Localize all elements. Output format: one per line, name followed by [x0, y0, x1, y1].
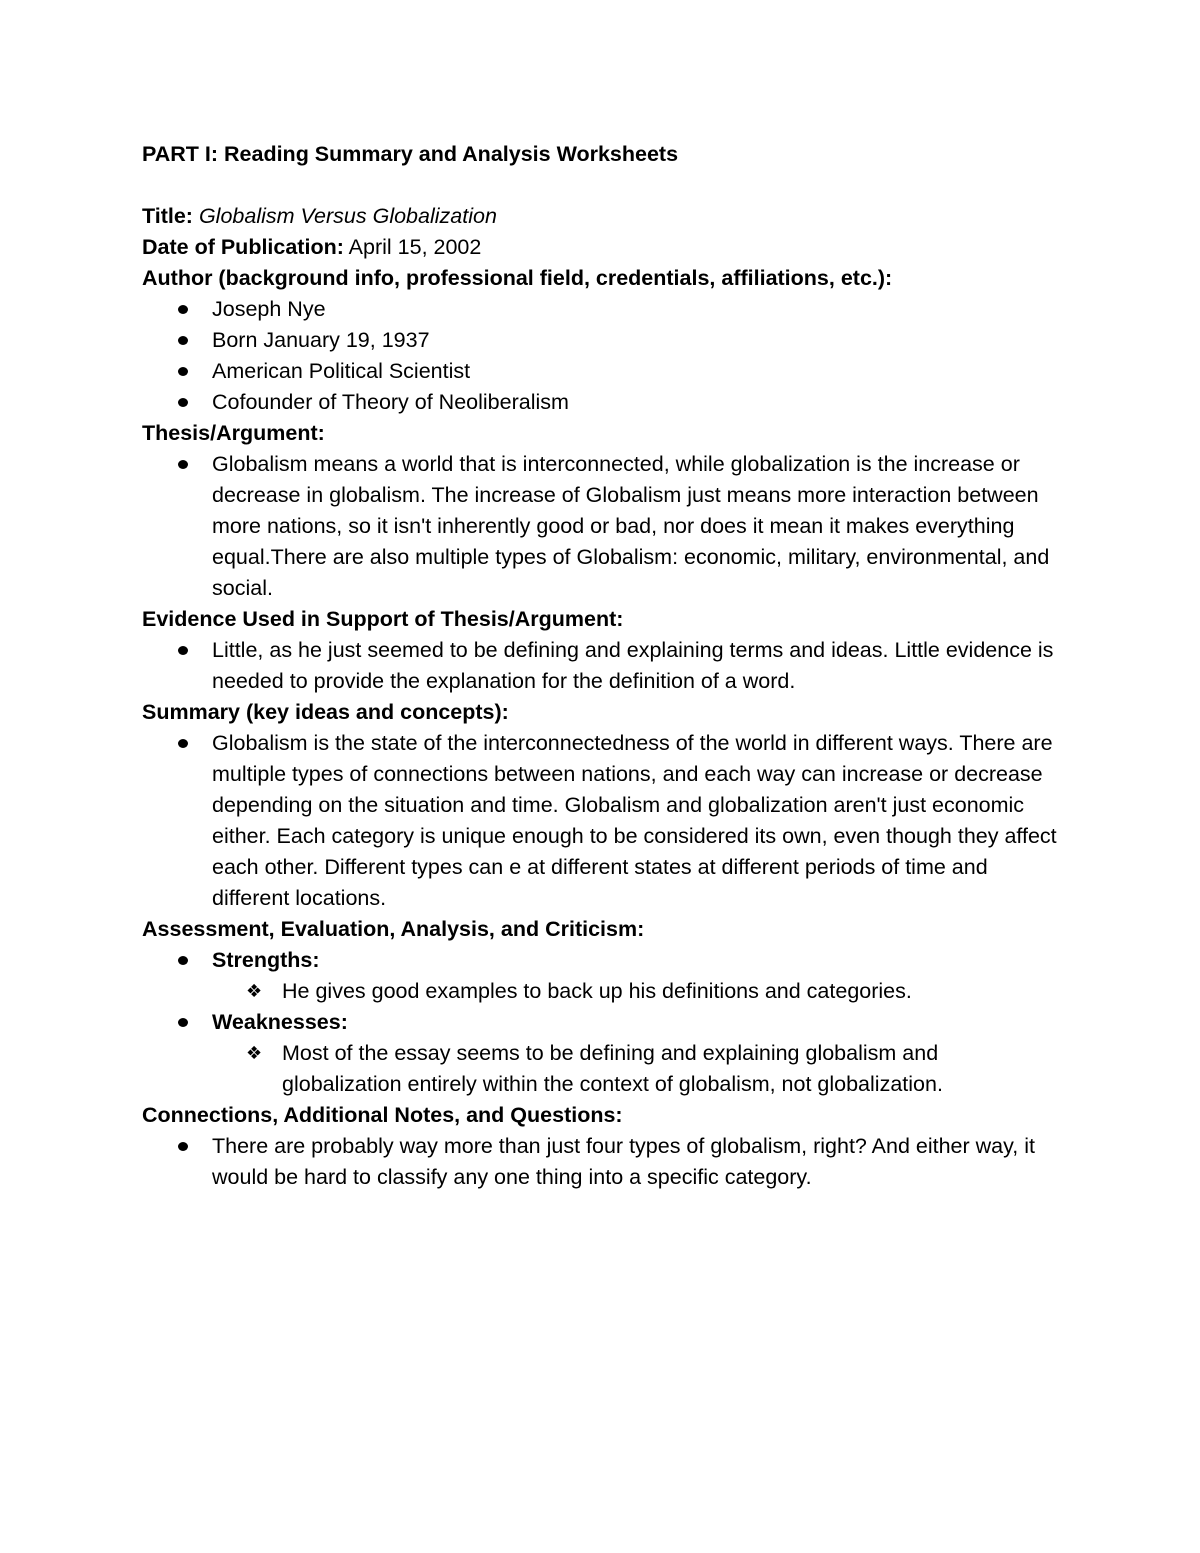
- list-item-text: Most of the essay seems to be defining and explaining globalism and globalization entirely within the context of globalism, not globalization.: [282, 1041, 943, 1096]
- connections-heading: Connections, Additional Notes, and Questions:: [142, 1103, 623, 1127]
- strengths-label: Strengths:: [212, 948, 320, 972]
- strengths-list: [212, 976, 1062, 1007]
- list-item: [212, 945, 1062, 1007]
- assessment-heading: Assessment, Evaluation, Analysis, and Criticism:: [142, 917, 645, 941]
- bullet-icon: [178, 956, 188, 965]
- thesis-heading: Thesis/Argument:: [142, 421, 325, 445]
- bullet-icon: [178, 1142, 188, 1151]
- list-item-text: Born January 19, 1937: [212, 328, 430, 352]
- diamond-bullet-icon: ❖: [246, 1043, 263, 1063]
- list-item: [246, 976, 1062, 1007]
- bullet-icon: [178, 336, 188, 345]
- list-item-text: He gives good examples to back up his definitions and categories.: [282, 979, 912, 1003]
- list-item: [212, 325, 1062, 356]
- assessment-list: [142, 945, 1062, 1100]
- bullet-icon: [178, 460, 188, 469]
- weaknesses-label: Weaknesses:: [212, 1010, 348, 1034]
- list-item: [212, 387, 1062, 418]
- list-item-text: Globalism means a world that is interconnected, while globalization is the increase or decrease in globalism. The increase of Globalism just means more interaction between more nations, so it isn't inherently good or bad, nor does it mean it makes everything equal.There are also multiple types of Globalism: economic, military, environmental, and social.: [212, 452, 1050, 600]
- title-field: [142, 201, 1062, 232]
- list-item-text: American Political Scientist: [212, 359, 471, 383]
- list-item: [212, 449, 1062, 604]
- author-list: [142, 294, 1062, 418]
- date-label: Date of Publication:: [142, 235, 344, 259]
- list-item-text: There are probably way more than just four types of globalism, right? And either way, it would be hard to classify any one thing into a specific category.: [212, 1134, 1035, 1189]
- thesis-list: [142, 449, 1062, 604]
- connections-list: [142, 1131, 1062, 1193]
- summary-heading: Summary (key ideas and concepts):: [142, 700, 509, 724]
- title-value: Globalism Versus Globalization: [198, 204, 497, 228]
- bullet-icon: [178, 398, 188, 407]
- bullet-icon: [178, 1018, 188, 1027]
- list-item: [246, 1038, 1062, 1100]
- list-item-text: Globalism is the state of the interconnectedness of the world in different ways. There are multiple types of connections between nations, and each way can increase or decrease depending on the situation and time. Globalism and globalization aren't just economic either. Each category is unique enough to be considered its own, even though they affect each other. Different types can e at different states at different periods of time and different locations.: [212, 731, 1057, 910]
- list-item-text: Cofounder of Theory of Neoliberalism: [212, 390, 569, 414]
- weaknesses-list: [212, 1038, 1062, 1100]
- list-item: [212, 1007, 1062, 1100]
- list-item: [212, 356, 1062, 387]
- evidence-list: [142, 635, 1062, 697]
- page-title: PART I: Reading Summary and Analysis Worksheets: [142, 142, 679, 166]
- author-heading: Author (background info, professional field, credentials, affiliations, etc.):: [142, 266, 893, 290]
- list-item-text: Little, as he just seemed to be defining and explaining terms and ideas. Little evidence is needed to provide the explanation for the definition of a word.: [212, 638, 1054, 693]
- diamond-bullet-icon: ❖: [246, 981, 263, 1001]
- list-item: [212, 635, 1062, 697]
- title-label: Title:: [142, 204, 193, 228]
- bullet-icon: [178, 646, 188, 655]
- list-item: [212, 728, 1062, 914]
- bullet-icon: [178, 305, 188, 314]
- list-item: [212, 294, 1062, 325]
- worksheet-page: [142, 139, 1062, 1193]
- bullet-icon: [178, 367, 188, 376]
- bullet-icon: [178, 739, 188, 748]
- date-value: April 15, 2002: [348, 235, 482, 259]
- list-item-text: Joseph Nye: [212, 297, 326, 321]
- summary-list: [142, 728, 1062, 914]
- evidence-heading: Evidence Used in Support of Thesis/Argument:: [142, 607, 624, 631]
- spacer: [142, 170, 1062, 201]
- date-field: [142, 232, 1062, 263]
- list-item: [212, 1131, 1062, 1193]
